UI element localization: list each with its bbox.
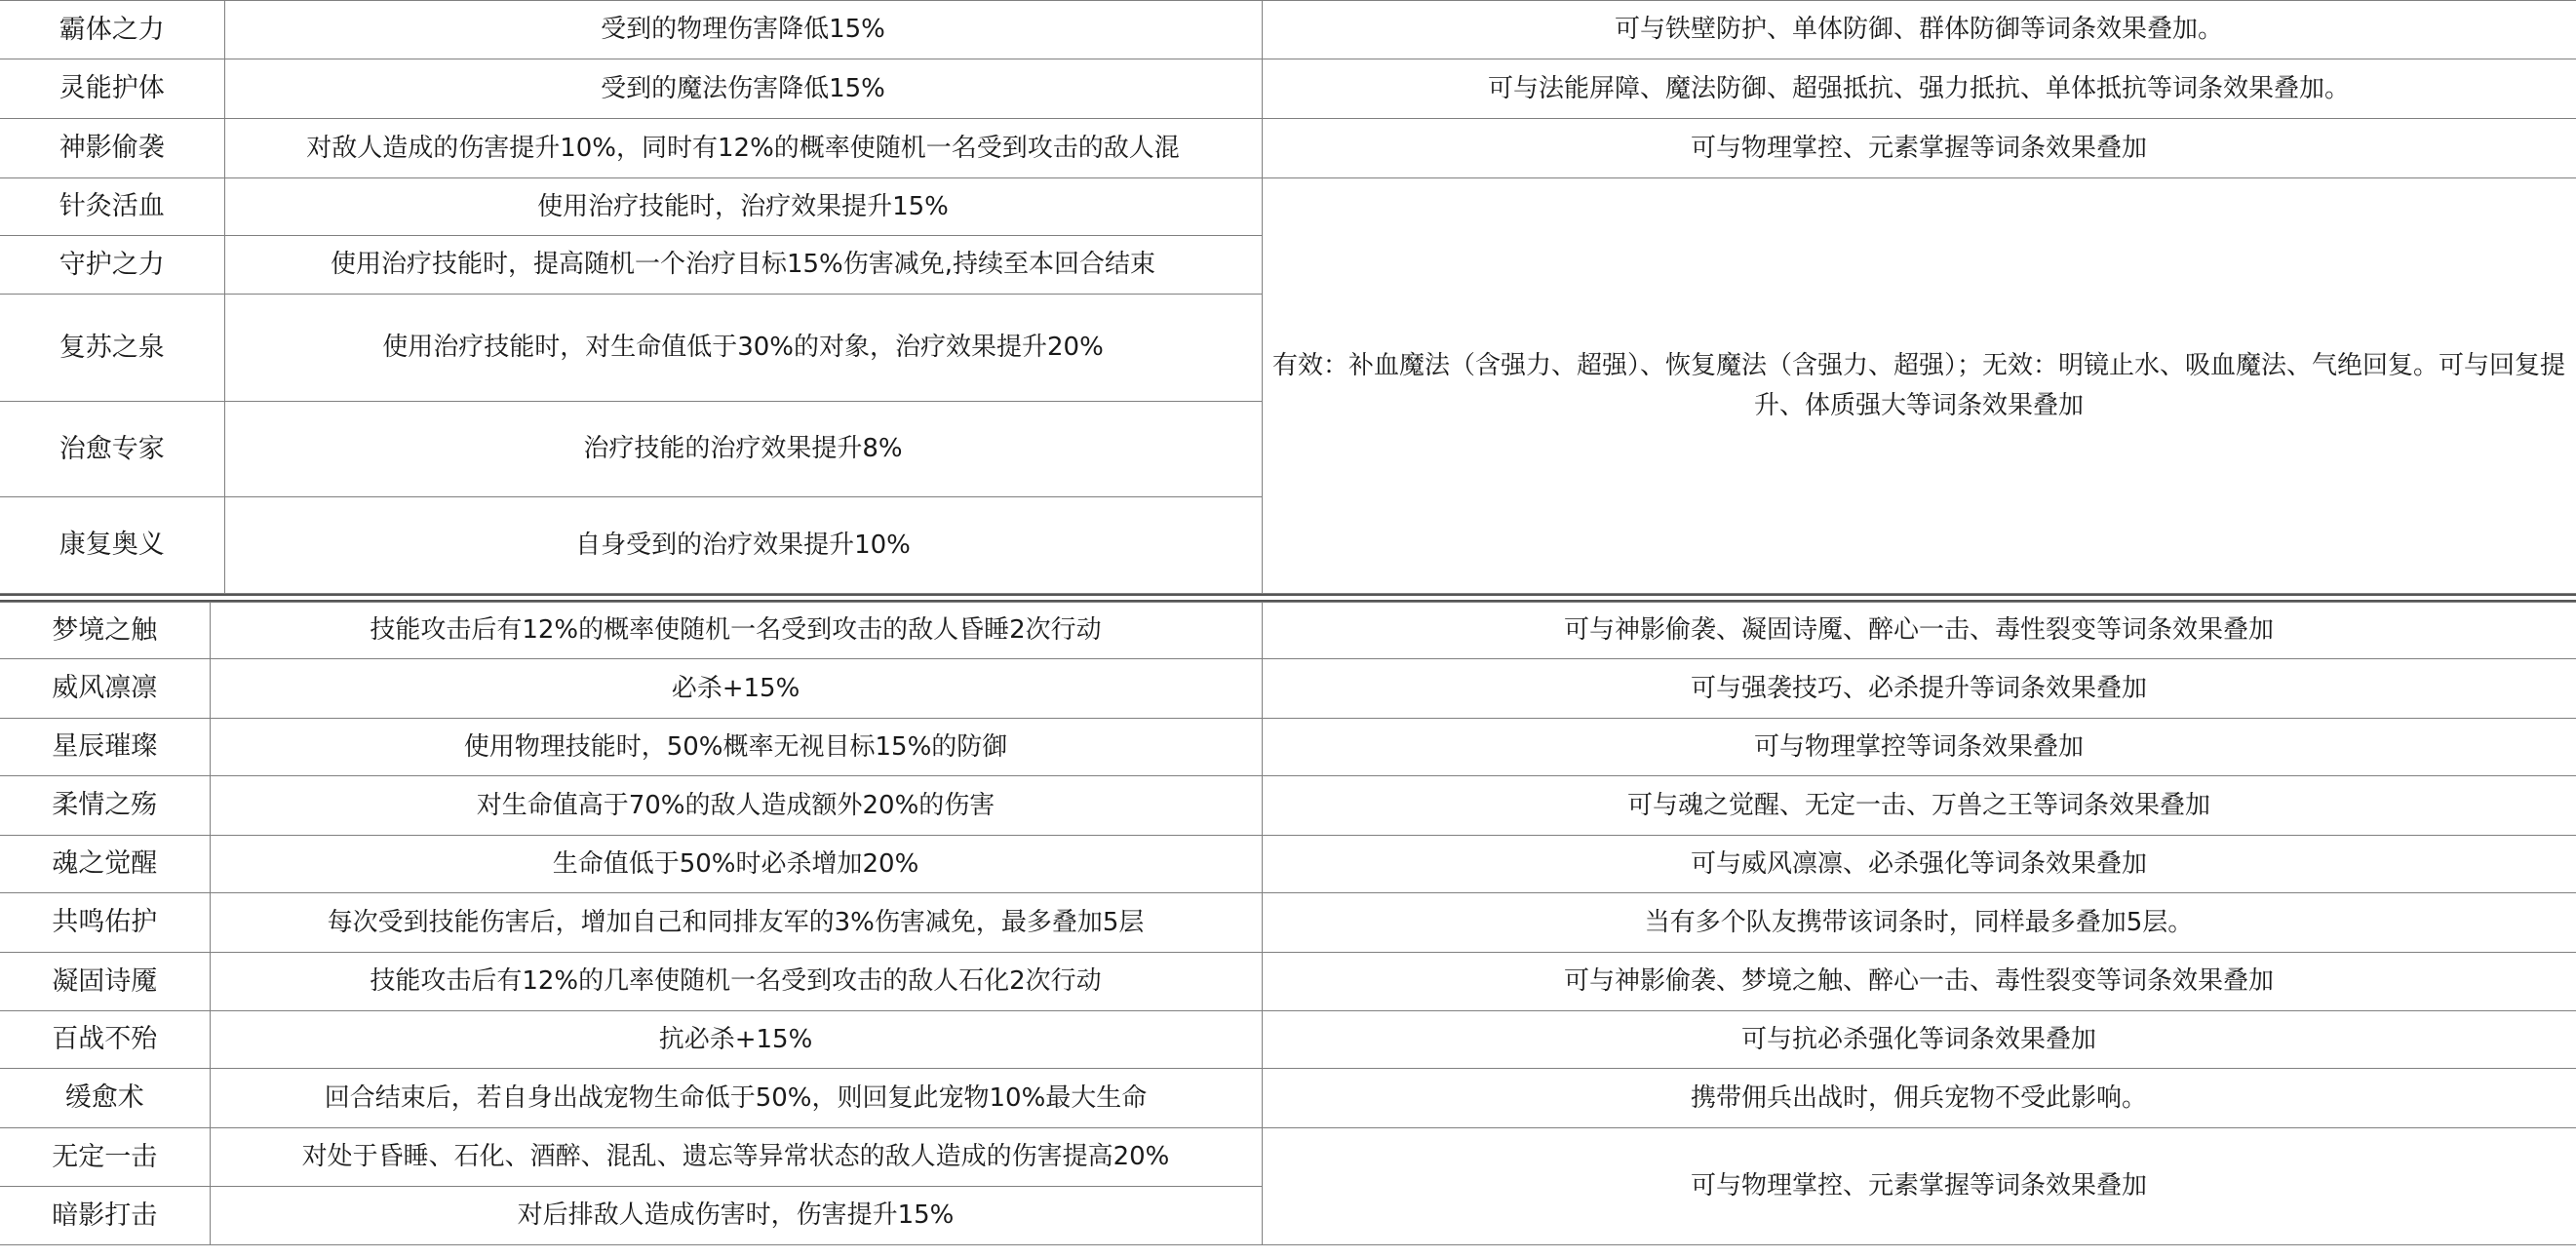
table-row [0, 719, 2576, 776]
entry-name: 缓愈术 [0, 1069, 210, 1128]
entry-name: 威风凛凛 [0, 659, 210, 719]
entry-note: 可与魂之觉醒、无定一击、万兽之王等词条效果叠加 [1262, 776, 2576, 836]
entry-effect: 抗必杀+15% [210, 1011, 1262, 1069]
entry-effect: 使用治疗技能时，对生命值低于30%的对象，治疗效果提升20% [224, 295, 1262, 402]
entry-name: 无定一击 [0, 1128, 210, 1187]
entry-name: 治愈专家 [0, 402, 224, 497]
entry-name: 共鸣佑护 [0, 893, 210, 953]
entry-effect: 生命值低于50%时必杀增加20% [210, 836, 1262, 893]
table-row [0, 1011, 2576, 1069]
entry-effect: 治疗技能的治疗效果提升8% [224, 402, 1262, 497]
entry-effect: 对后排敌人造成伤害时，伤害提升15% [210, 1187, 1262, 1245]
entry-effect: 每次受到技能伤害后，增加自己和同排友军的3%伤害减免，最多叠加5层 [210, 893, 1262, 953]
entry-effect: 使用治疗技能时，治疗效果提升15% [224, 178, 1262, 236]
entry-note: 可与神影偷袭、梦境之触、醉心一击、毒性裂变等词条效果叠加 [1262, 953, 2576, 1011]
shared-note: 可与物理掌控、元素掌握等词条效果叠加 [1262, 1128, 2576, 1245]
entry-effect: 受到的魔法伤害降低15% [224, 59, 1262, 119]
entry-note: 可与强袭技巧、必杀提升等词条效果叠加 [1262, 659, 2576, 719]
entry-effect: 受到的物理伤害降低15% [224, 1, 1262, 59]
entry-effect: 回合结束后，若自身出战宠物生命低于50%，则回复此宠物10%最大生命 [210, 1069, 1262, 1128]
entry-name: 百战不殆 [0, 1011, 210, 1069]
entry-name: 针灸活血 [0, 178, 224, 236]
healing-note: 有效：补血魔法（含强力、超强）、恢复魔法（含强力、超强）；无效：明镜止水、吸血魔法、气绝回复。可与回复提升、体质强大等词条效果叠加 [1262, 178, 2576, 594]
entry-effect: 使用治疗技能时，提高随机一个治疗目标15%伤害减免,持续至本回合结束 [224, 236, 1262, 295]
entry-note: 可与铁壁防护、单体防御、群体防御等词条效果叠加。 [1262, 1, 2576, 59]
table-row [0, 178, 2576, 236]
table-row [0, 659, 2576, 719]
entry-note: 可与法能屏障、魔法防御、超强抵抗、强力抵抗、单体抵抗等词条效果叠加。 [1262, 59, 2576, 119]
entry-name: 魂之觉醒 [0, 836, 210, 893]
entry-note: 可与物理掌控、元素掌握等词条效果叠加 [1262, 119, 2576, 178]
entry-note: 可与威风凛凛、必杀强化等词条效果叠加 [1262, 836, 2576, 893]
entry-note: 可与神影偷袭、凝固诗魇、醉心一击、毒性裂变等词条效果叠加 [1262, 603, 2576, 659]
entry-name: 康复奥义 [0, 497, 224, 594]
entry-note: 可与抗必杀强化等词条效果叠加 [1262, 1011, 2576, 1069]
entry-note: 当有多个队友携带该词条时，同样最多叠加5层。 [1262, 893, 2576, 953]
table-divider [0, 594, 2576, 602]
entry-name: 灵能护体 [0, 59, 224, 119]
entry-note: 可与物理掌控等词条效果叠加 [1262, 719, 2576, 776]
entry-name: 星辰璀璨 [0, 719, 210, 776]
entry-effect: 对处于昏睡、石化、酒醉、混乱、遗忘等异常状态的敌人造成的伤害提高20% [210, 1128, 1262, 1187]
entry-name: 复苏之泉 [0, 295, 224, 402]
table-row [0, 119, 2576, 178]
entry-name: 梦境之触 [0, 603, 210, 659]
table-row [0, 59, 2576, 119]
entry-effect: 对生命值高于70%的敌人造成额外20%的伤害 [210, 776, 1262, 836]
entry-effect: 技能攻击后有12%的几率使随机一名受到攻击的敌人石化2次行动 [210, 953, 1262, 1011]
entry-note: 携带佣兵出战时，佣兵宠物不受此影响。 [1262, 1069, 2576, 1128]
entry-table-top [0, 0, 2576, 594]
entry-name: 暗影打击 [0, 1187, 210, 1245]
entry-effect: 使用物理技能时，50%概率无视目标15%的防御 [210, 719, 1262, 776]
table-row [0, 1069, 2576, 1128]
table-row [0, 893, 2576, 953]
entry-name: 柔情之殇 [0, 776, 210, 836]
entry-name: 凝固诗魇 [0, 953, 210, 1011]
entry-name: 霸体之力 [0, 1, 224, 59]
table-row [0, 836, 2576, 893]
table-row [0, 603, 2576, 659]
table-row [0, 1128, 2576, 1187]
entry-table-bottom [0, 602, 2576, 1245]
entry-effect: 技能攻击后有12%的概率使随机一名受到攻击的敌人昏睡2次行动 [210, 603, 1262, 659]
table-row [0, 1, 2576, 59]
entry-effect: 必杀+15% [210, 659, 1262, 719]
table-row [0, 953, 2576, 1011]
entry-effect: 自身受到的治疗效果提升10% [224, 497, 1262, 594]
entry-name: 神影偷袭 [0, 119, 224, 178]
entry-name: 守护之力 [0, 236, 224, 295]
table-row [0, 776, 2576, 836]
entry-effect: 对敌人造成的伤害提升10%，同时有12%的概率使随机一名受到攻击的敌人混 [224, 119, 1262, 178]
